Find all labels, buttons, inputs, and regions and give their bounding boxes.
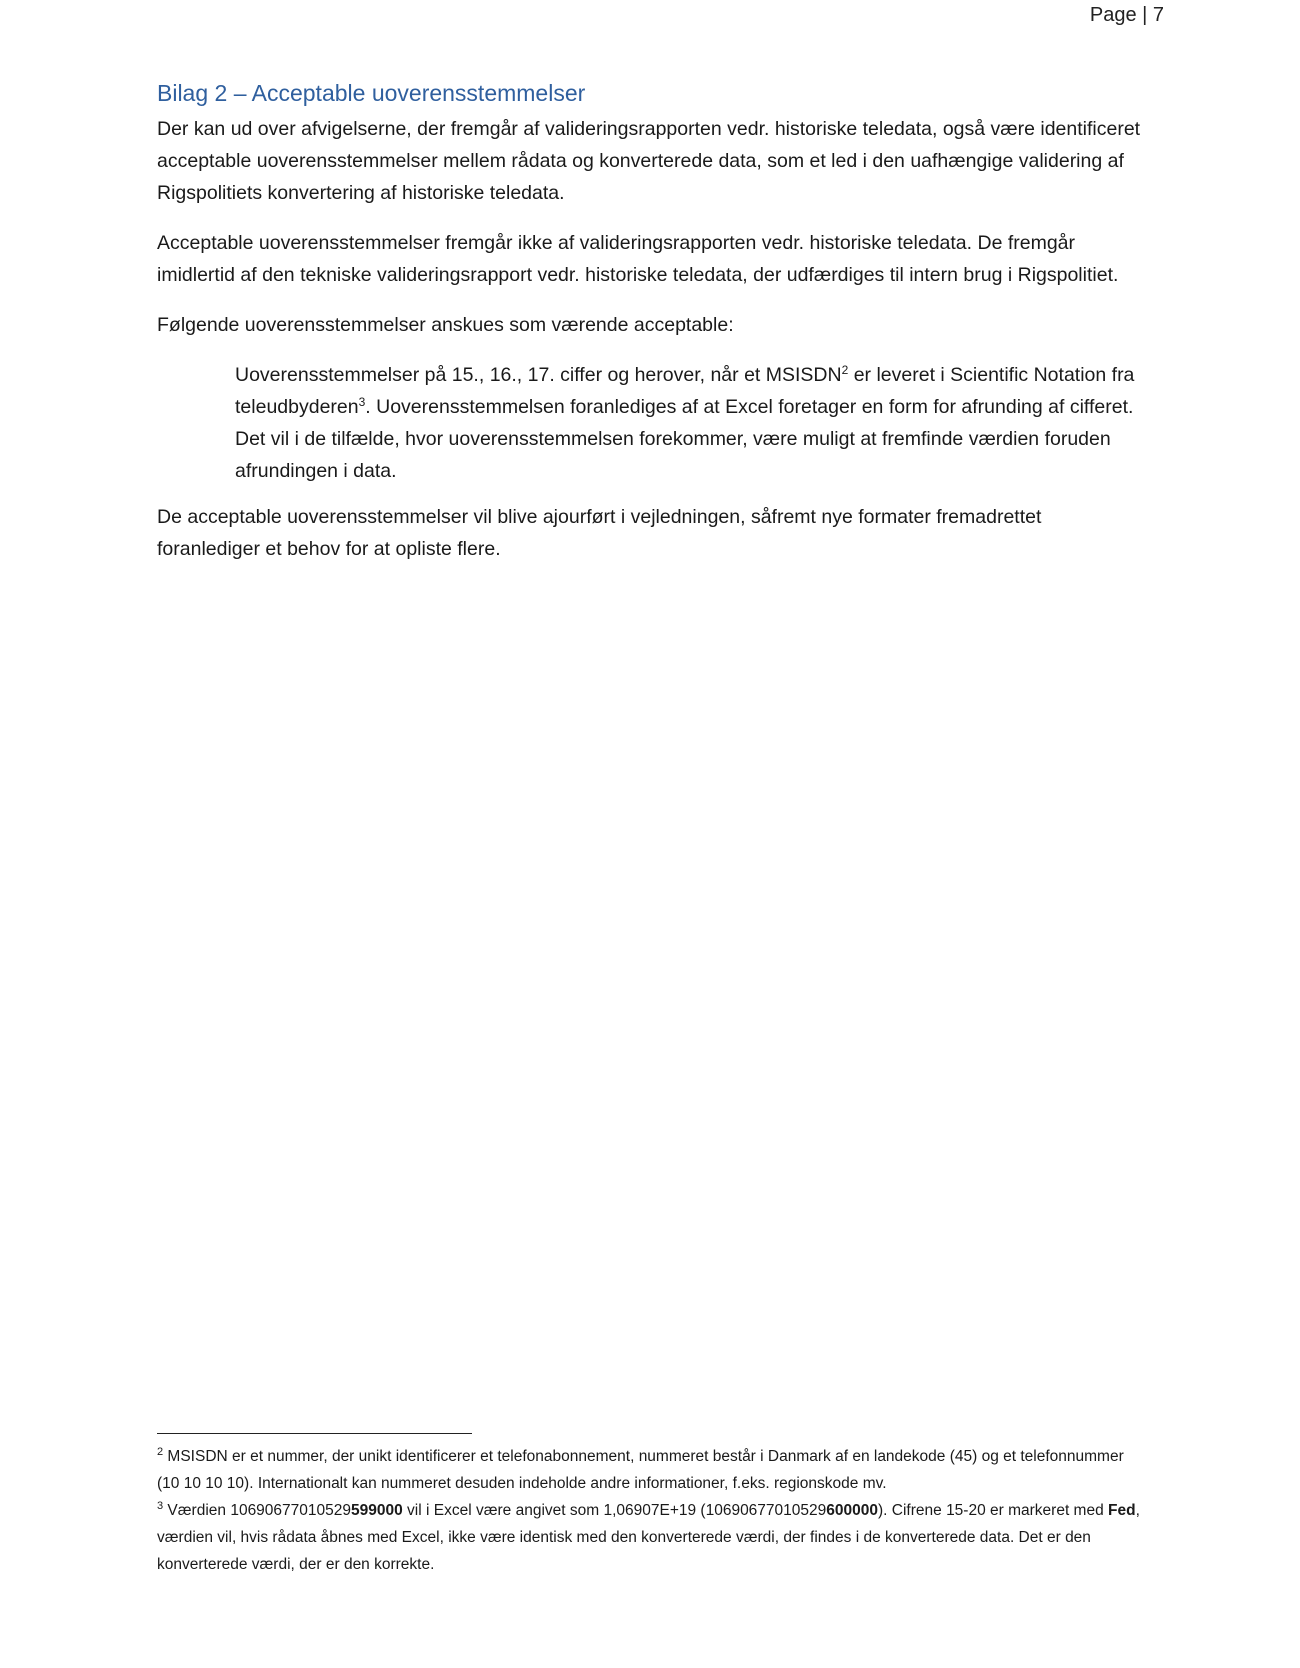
footnote-3-bold-2: 600000 (826, 1502, 879, 1519)
footnote-2-number: 2 (157, 1446, 164, 1458)
footnote-ref-2[interactable]: 2 (841, 363, 849, 377)
footnote-3-text-2: vil i Excel være angivet som 1,06907E+19 (10690677010529 (402, 1502, 827, 1519)
footnote-3-bold-3: Fed (1108, 1502, 1136, 1519)
footnote-separator (157, 1433, 472, 1434)
footnote-3-text-4: , værdien vil, hvis rådata åbnes med Excel, ikke være identisk med den konverterede værdi, der findes i de konverterede data. Det er den konverterede værdi, der er den korrekte. (157, 1502, 1140, 1573)
page-number: Page | 7 (1089, 4, 1164, 26)
footnote-3-bold-1: 599000 (351, 1502, 403, 1519)
indent-text-1: Uoverensstemmelser på 15., 16., 17. ciffer og herover, når et MSISDN (235, 364, 842, 386)
footnote-ref-3[interactable]: 3 (358, 395, 366, 409)
indent-text-2: er leveret i Scientific Notation fra teleudbyderen (235, 364, 1135, 418)
document-body (157, 80, 1147, 583)
footnotes (157, 1443, 1147, 1578)
footnote-3-text-3: ). Cifrene 15-20 er markeret med (878, 1502, 1109, 1519)
footnote-3-number: 3 (157, 1500, 164, 1512)
paragraph-intro: Der kan ud over afvigelserne, der fremgår af valideringsrapporten vedr. historiske teledata, også være identificeret acceptable uoverensstemmelser mellem rådata og konverterede data, som et led i den uafhængige validering af Rigspolitiets konvertering af historiske teledata. (157, 118, 1141, 204)
paragraph-closing: De acceptable uoverensstemmelser vil blive ajourført i vejledningen, såfremt nye formater fremadrettet foranlediger et behov for at opliste flere. (157, 506, 1042, 560)
footnote-2-text: MSISDN er et nummer, der unikt identificerer et telefonabonnement, nummeret består i Danmark af en landekode (45) og et telefonnummer (10 10 10 10). Internationalt kan nummeret desuden indeholde andre informationer, f.eks. regionskode mv. (157, 1448, 1124, 1492)
indent-text-3: . Uoverensstemmelsen foranlediges af at Excel foretager en form for afrunding af cifferet. Det vil i de tilfælde, hvor uoverensstemmelsen forekommer, være muligt at fremfinde værdien foruden afrundingen i data. (235, 396, 1134, 482)
footnote-3-text-1: Værdien 10690677010529 (163, 1502, 352, 1519)
section-heading: Bilag 2 – Acceptable uoverensstemmelser (157, 80, 586, 106)
footnote-3 (157, 1497, 1147, 1578)
footnote-2 (157, 1443, 1147, 1497)
paragraph-technical-report: Acceptable uoverensstemmelser fremgår ikke af valideringsrapporten vedr. historiske teledata. De fremgår imidlertid af den tekniske valideringsrapport vedr. historiske teledata, der udfærdiges til intern brug i Rigspolitiet. (157, 232, 1119, 286)
paragraph-list-intro: Følgende uoverensstemmelser anskues som værende acceptable: (157, 314, 734, 336)
indented-paragraph (235, 359, 1135, 487)
